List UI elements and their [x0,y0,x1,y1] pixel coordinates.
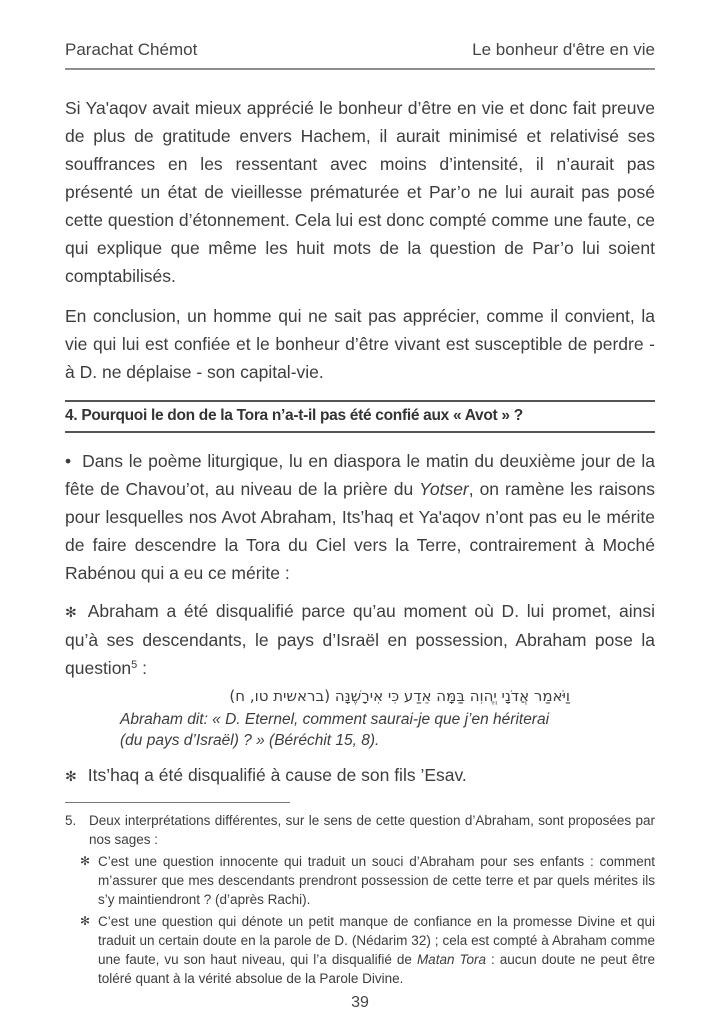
asterisk-icon: ✻ [80,854,91,868]
page-number: 39 [351,994,369,1011]
intro-paragraph-2: En conclusion, un homme qui ne sait pas apprécier, comme il convient, la vie qui lui est confiée et le bonheur d’être vivant est susceptible de perdre - à D. ne déplaise - son capital-vie. [65,306,655,382]
running-header [65,40,655,70]
footnote-item-text-before: C’est une question qui dénote un petit manque de confiance en la promesse Divine et qui traduit un certain doute en la parole de D. (Nédarim 32) ; cela est compté à Abraham comme une faute, vu son haut niveau, qui l’a disqualifié de [98,914,655,967]
avot-item-abraham [65,597,655,682]
asterisk-icon: ✻ [65,768,77,784]
header-parasha-title: Parachat Chémot [65,40,198,59]
avot-item-text: Abraham a été disqualifié parce qu’au moment où D. lui promet, ainsi qu’à ses descendants, le pays d’Israël en possession, Abraham pose la question [65,601,655,678]
header-chapter-title: Le bonheur d'être en vie [472,40,655,59]
footnote-separator [65,802,290,803]
footnote-intro-text: Deux interprétations différentes, sur le sens de cette question d’Abraham, sont proposées par nos sages : [89,813,655,847]
avot-item-text: Its’haq a été disqualifié à cause de son fils ’Esav. [87,765,467,785]
footnote-item-text: C’est une question innocente qui traduit un souci d’Abraham pour ses enfants : comment m’assurer que mes descendants prendront possession de cette terre et par quels mérites ils s’y maintiendront ? (d’après Rachi). [98,854,655,907]
hebrew-verse: וַיֹּאמַר אֲדֹנָי יֱהוִה בַּמָּה אֵדַע כִּי אִירָשֶׁנָּה (בראשית טו, ח) [229,687,570,705]
footnote-5 [65,811,655,849]
footnote-interpretation-2 [65,912,655,988]
avot-item-suffix: : [137,658,148,678]
footnotes-section [65,802,655,988]
asterisk-icon: ✻ [80,914,91,928]
bullet-text-after: , on ramène les raisons pour lesquelles nos Avot Abraham, Its’haq et Ya'aqov n’ont pas eu le mérite de faire descendre la Tora du Ciel vers la Terre, contrairement à Moché Rabénou qui a eu ce mérite : [65,479,655,583]
verse-translation: Abraham dit: « D. Eternel, comment saurai-je que j’en hériterai (du pays d’Israël) ? » (Béréchit 15, 8). [120,711,550,749]
bullet-text-before: Dans le poème liturgique, lu en diaspora le matin du deuxième jour de la fête de Chavou’ot, au niveau de la prière du [65,451,655,499]
footnote-number: 5. [65,813,77,828]
verse-quote-block [120,685,570,751]
footnote-item-text-after: : aucun doute ne peut être toléré quant à la vérité absolue de la Parole Divine. [98,952,656,986]
section-heading: 4. Pourquoi le don de la Tora n’a-t-il pas été confié aux « Avot » ? [65,400,655,433]
asterisk-icon: ✻ [65,604,77,620]
intro-paragraph-1: Si Ya'aqov avait mieux apprécié le bonheur d’être en vie et donc fait preuve de plus de gratitude envers Hachem, il aurait minimisé et relativisé ses souffrances en les ressentant avec moins d’intensité, il n’aurait pas présenté un état de vieillesse prématurée et Par’o ne lui aurait pas posé cette question d’étonnement. Cela lui est donc compté comme une faute, ce qui explique que même les huit mots de la question de Par’o lui soient comptabilisés. [65,98,655,286]
italic-term-matan-tora: Matan Tora [416,952,486,967]
italic-term-yotser: Yotser [419,479,469,499]
liturgy-bullet-paragraph [65,447,655,587]
footnote-interpretation-1 [65,852,655,909]
avot-item-itshaq [65,761,655,790]
bullet-icon: • [65,451,72,471]
footnote-reference: 5 [131,659,138,671]
